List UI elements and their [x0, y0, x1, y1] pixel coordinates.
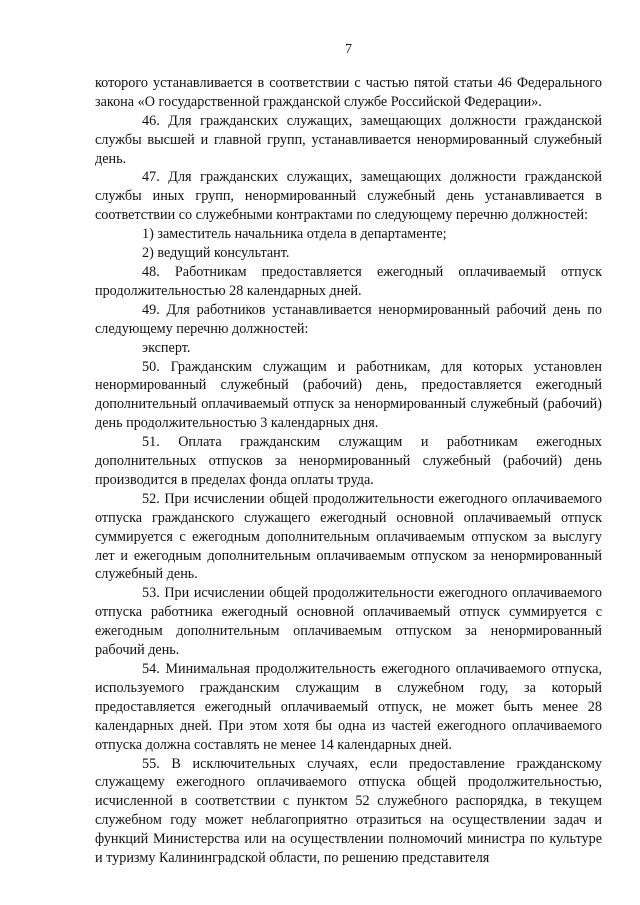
paragraph-49: 49. Для работников устанавливается ненормированный рабочий день по следующему перечню должностей:: [95, 301, 602, 337]
paragraph-46: 46. Для гражданских служащих, замещающих должности гражданской службы высшей и главной групп, устанавливается ненормированный служебный день.: [95, 112, 602, 167]
list-item-49-1: эксперт.: [142, 339, 191, 356]
paragraph-50: 50. Гражданским служащим и работникам, для которых установлен ненормированный служебный (рабочий) день, предоставляется ежегодный дополнительный оплачиваемый отпуск за ненормированный служебный (рабочий) день продолжительностью 3 календарных дня.: [95, 358, 602, 432]
paragraph-54: 54. Минимальная продолжительность ежегодного оплачиваемого отпуска, используемого гражданским служащим в служебном году, за который предоставляется ежегодный оплачиваемый отпуск, не может быть менее 28 календарных дней. При этом хотя бы одна из частей ежегодного оплачиваемого отпуска должна составлять не менее 14 календарных дней.: [95, 661, 602, 753]
paragraph-51: 51. Оплата гражданским служащим и работникам ежегодных дополнительных отпусков за ненормированный служебный (рабочий) день производится в пределах фонда оплаты труда.: [95, 434, 602, 488]
paragraph-52: 52. При исчислении общей продолжительности ежегодного оплачиваемого отпуска гражданского служащего ежегодный основной оплачиваемый отпуск суммируется с ежегодным дополнительным оплачиваемым отпуском за выслугу лет и ежегодным дополнительным оплачиваемым отпуском за ненормированный служебный день.: [95, 490, 602, 583]
paragraph-48: 48. Работникам предоставляется ежегодный оплачиваемый отпуск продолжительностью 28 календарных дней.: [95, 263, 602, 299]
list-item-47-2: 2) ведущий консультант.: [142, 245, 290, 262]
paragraph-53: 53. При исчислении общей продолжительности ежегодного оплачиваемого отпуска работника ежегодный основной оплачиваемый отпуск суммируется с ежегодным дополнительным оплачиваемым отпуском за ненормированный рабочий день.: [95, 585, 602, 659]
list-item-47-1: 1) заместитель начальника отдела в департаменте;: [142, 226, 447, 243]
page-number: 7: [345, 42, 352, 57]
paragraph-47: 47. Для гражданских служащих, замещающих должности гражданской службы иных групп, ненормированный служебный день устанавливается в соответствии со служебными контрактами по следующему перечню должностей:: [95, 169, 602, 224]
paragraph-continuation: которого устанавливается в соответствии с частью пятой статьи 46 Федерального закона «О государственной гражданской службе Российской Федерации».: [95, 74, 602, 110]
paragraph-55: 55. В исключительных случаях, если предоставление гражданскому служащему ежегодного оплачиваемого отпуска общей продолжительностью, исчисленной в соответствии с пунктом 52 служебного распорядка, в текущем служебном году может неблагоприятно отразиться на осуществлении задач и функций Министерства или на осуществлении полномочий министра по культуре и туризму Калининградской области, по решению представителя: [95, 755, 602, 867]
document-body: [95, 74, 602, 868]
